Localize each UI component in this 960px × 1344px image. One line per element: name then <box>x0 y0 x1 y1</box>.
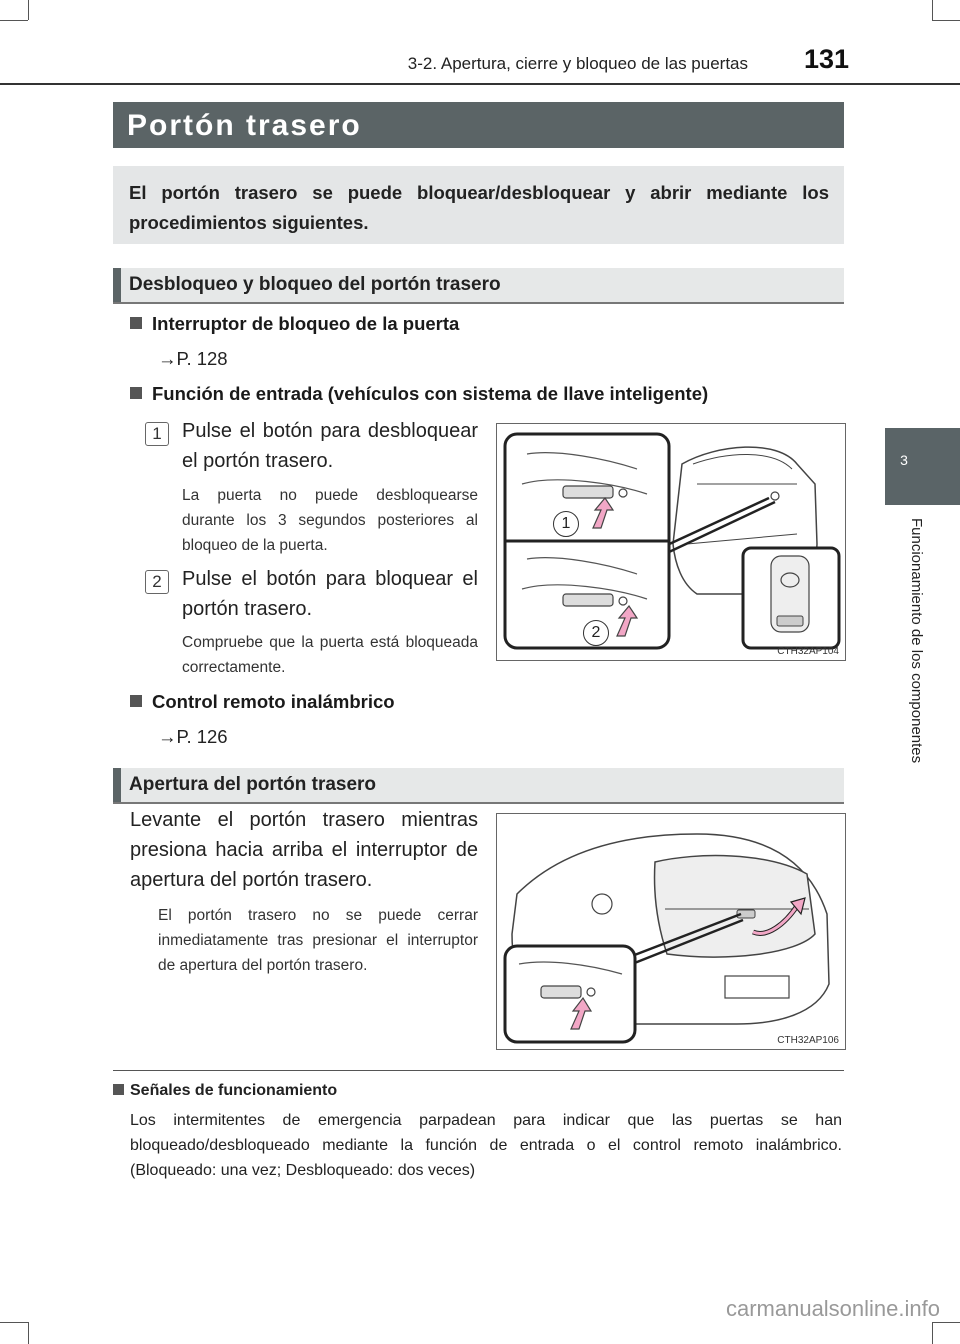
footer-divider <box>113 1070 844 1071</box>
callout-number: 1 <box>553 511 579 537</box>
chapter-number: 3 <box>900 452 908 468</box>
figure-open-tailgate <box>496 813 846 1050</box>
section-heading-label: Apertura del portón trasero <box>129 774 377 795</box>
chapter-title: Funcionamiento de los componentes <box>908 518 925 764</box>
crop-mark <box>932 20 960 21</box>
bullet-door-lock-switch <box>130 313 459 335</box>
figure-code: CTH32AP106 <box>777 1035 839 1046</box>
header-section-title: 3-2. Apertura, cierre y bloqueo de las puertas <box>407 54 748 73</box>
footer-text: Los intermitentes de emergencia parpadean para indicar que las puertas se han bloqueado/desbloqueado mediante la función de entrada o el control remoto inalámbrico. (Bloqueado: una vez; Desbloqueado: dos veces) <box>130 1112 842 1179</box>
section-heading-label: Desbloqueo y bloqueo del portón trasero <box>129 274 501 295</box>
crop-mark <box>932 1322 933 1344</box>
page-title: Portón trasero <box>127 109 362 142</box>
bullet-square-icon <box>130 387 142 399</box>
section-heading-open-tailgate <box>113 768 844 804</box>
bullet-square-icon <box>130 695 142 707</box>
figure-illustration <box>497 814 845 1049</box>
figure-lock-unlock <box>496 423 846 661</box>
bullet-label: Función de entrada (vehículos con sistema de llave inteligente) <box>152 383 709 404</box>
intro-box <box>113 166 844 244</box>
bullet-wireless-remote <box>130 691 395 713</box>
step-number: 2 <box>145 570 169 594</box>
step-number: 1 <box>145 422 169 446</box>
intro-text: El portón trasero se puede bloquear/desbloquear y abrir mediante los procedimientos siguientes. <box>129 182 829 233</box>
crop-mark <box>28 1322 29 1344</box>
crop-mark <box>0 1322 28 1323</box>
figure-code: CTH32AP104 <box>777 646 839 657</box>
section-note: El portón trasero no se puede cerrar inmediatamente tras presionar el interruptor de apertura del portón trasero. <box>158 907 478 974</box>
bullet-label: Control remoto inalámbrico <box>152 691 395 712</box>
bullet-entry-function <box>130 383 708 405</box>
section-heading-unlock-lock <box>113 268 844 304</box>
step-text: Pulse el botón para desbloquear el portón trasero. <box>182 420 478 472</box>
step-note: Compruebe que la puerta está bloqueada correctamente. <box>182 634 478 676</box>
page-title-bar <box>113 102 844 148</box>
watermark: carmanualsonline.info <box>725 1296 940 1321</box>
page-reference[interactable]: →P. 128 <box>158 348 228 369</box>
bullet-square-icon <box>130 317 142 329</box>
step-note: La puerta no puede desbloquearse durante los 3 segundos posteriores al bloqueo de la puerta. <box>182 487 478 554</box>
figure-illustration <box>497 424 845 660</box>
chapter-tab <box>885 428 960 505</box>
crop-mark <box>932 1322 960 1323</box>
crop-mark <box>0 20 28 21</box>
callout-number: 2 <box>583 620 609 646</box>
bullet-square-icon <box>113 1084 124 1095</box>
crop-mark <box>932 0 933 20</box>
section-text: Levante el portón trasero mientras presiona hacia arriba el interruptor de apertura del portón trasero. <box>130 809 478 891</box>
page-number: 131 <box>804 44 850 74</box>
bullet-label: Interruptor de bloqueo de la puerta <box>152 313 460 334</box>
page-reference[interactable]: →P. 126 <box>158 726 228 747</box>
header-rule <box>0 83 960 85</box>
crop-mark <box>28 0 29 20</box>
footer-heading <box>113 1082 337 1100</box>
step-text: Pulse el botón para bloquear el portón trasero. <box>182 568 478 620</box>
footer-heading-label: Señales de funcionamiento <box>130 1082 338 1099</box>
section-accent <box>113 768 121 802</box>
section-accent <box>113 268 121 302</box>
